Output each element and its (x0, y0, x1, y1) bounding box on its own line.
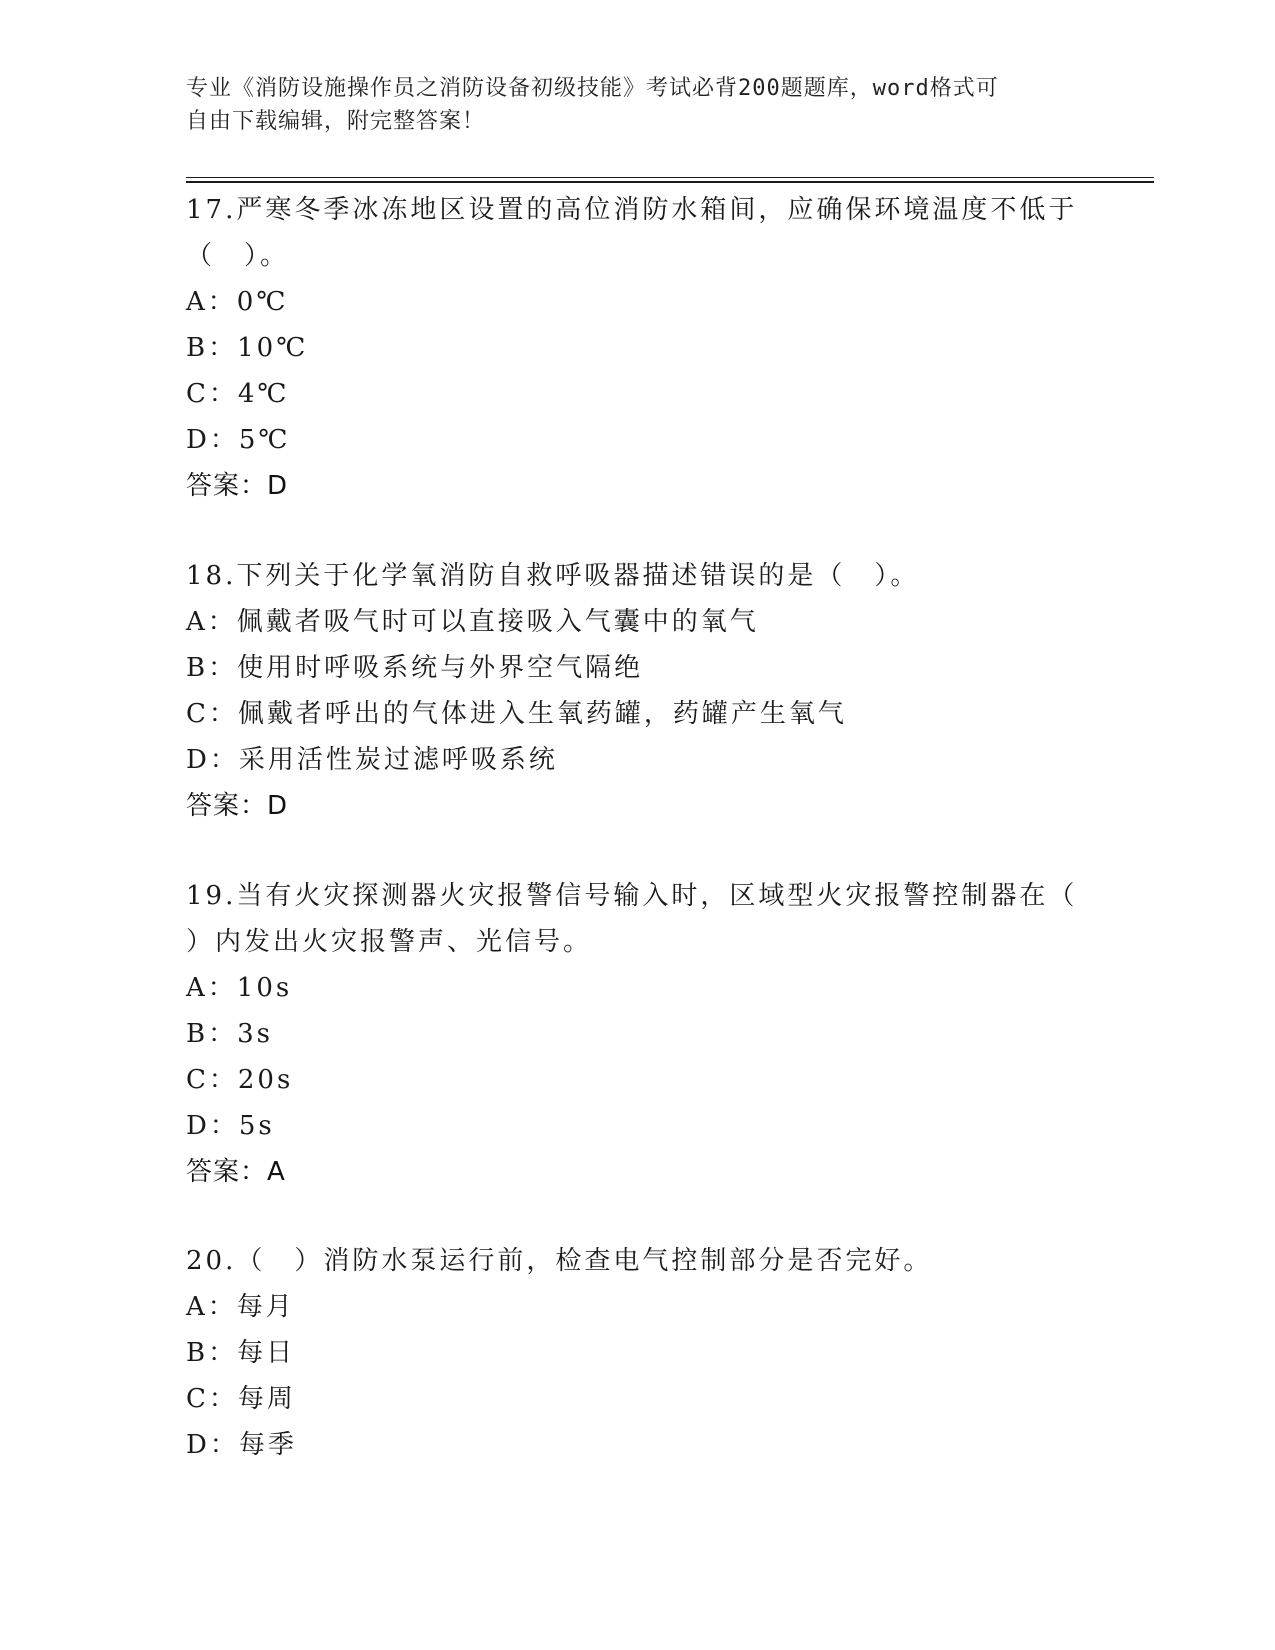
header-line-2: 自由下载编辑，附完整答案！ (186, 109, 486, 134)
question-stem (186, 187, 1086, 279)
question-stem-line-1: 17.严寒冬季冰冻地区设置的高位消防水箱间，应确保环境温度不低于 (186, 195, 1078, 225)
document-header (186, 72, 1086, 138)
option-b: B：10℃ (186, 333, 309, 363)
question-stem-line-1: 20.（ ）消防水泵运行前，检查电气控制部分是否完好。 (186, 1246, 933, 1276)
question-stem (186, 1238, 1086, 1284)
option-b: B：使用时呼吸系统与外界空气隔绝 (186, 653, 644, 683)
option-c: C：每周 (186, 1384, 296, 1414)
question-17 (186, 187, 1086, 509)
header-divider-thin (186, 177, 1154, 178)
option-c: C：4℃ (186, 379, 290, 409)
option-d: D：5℃ (186, 425, 291, 455)
question-stem (186, 873, 1086, 965)
option-b: B：3s (186, 1019, 273, 1049)
question-19 (186, 873, 1086, 1195)
question-18 (186, 553, 1086, 829)
answer-line: 答案：D (186, 791, 289, 821)
question-stem-line-2: ）内发出火灾报警声、光信号。 (186, 927, 593, 957)
answer-line: 答案：A (186, 1157, 286, 1187)
option-d: D：采用活性炭过滤呼吸系统 (186, 745, 558, 775)
header-line-1: 专业《消防设施操作员之消防设备初级技能》考试必背200题题库，word格式可 (186, 76, 999, 101)
answer-line: 答案：D (186, 471, 289, 501)
option-d: D：每季 (186, 1430, 297, 1460)
option-c: C：20s (186, 1065, 294, 1095)
option-a: A：0℃ (186, 287, 289, 317)
option-a: A：佩戴者吸气时可以直接吸入气囊中的氧气 (186, 607, 759, 637)
option-a: A：10s (186, 973, 293, 1003)
option-d: D：5s (186, 1111, 275, 1141)
header-divider-thick (186, 181, 1154, 183)
question-stem (186, 553, 1086, 599)
option-b: B：每日 (186, 1338, 296, 1368)
question-stem-line-1: 18.下列关于化学氧消防自救呼吸器描述错误的是（ ）。 (186, 561, 920, 591)
option-a: A：每月 (186, 1292, 295, 1322)
option-c: C：佩戴者呼出的气体进入生氧药罐，药罐产生氧气 (186, 699, 847, 729)
question-20 (186, 1238, 1086, 1468)
question-stem-line-1: 19.当有火灾探测器火灾报警信号输入时，区域型火灾报警控制器在（ (186, 881, 1078, 911)
question-stem-line-2: （ ）。 (186, 241, 290, 271)
